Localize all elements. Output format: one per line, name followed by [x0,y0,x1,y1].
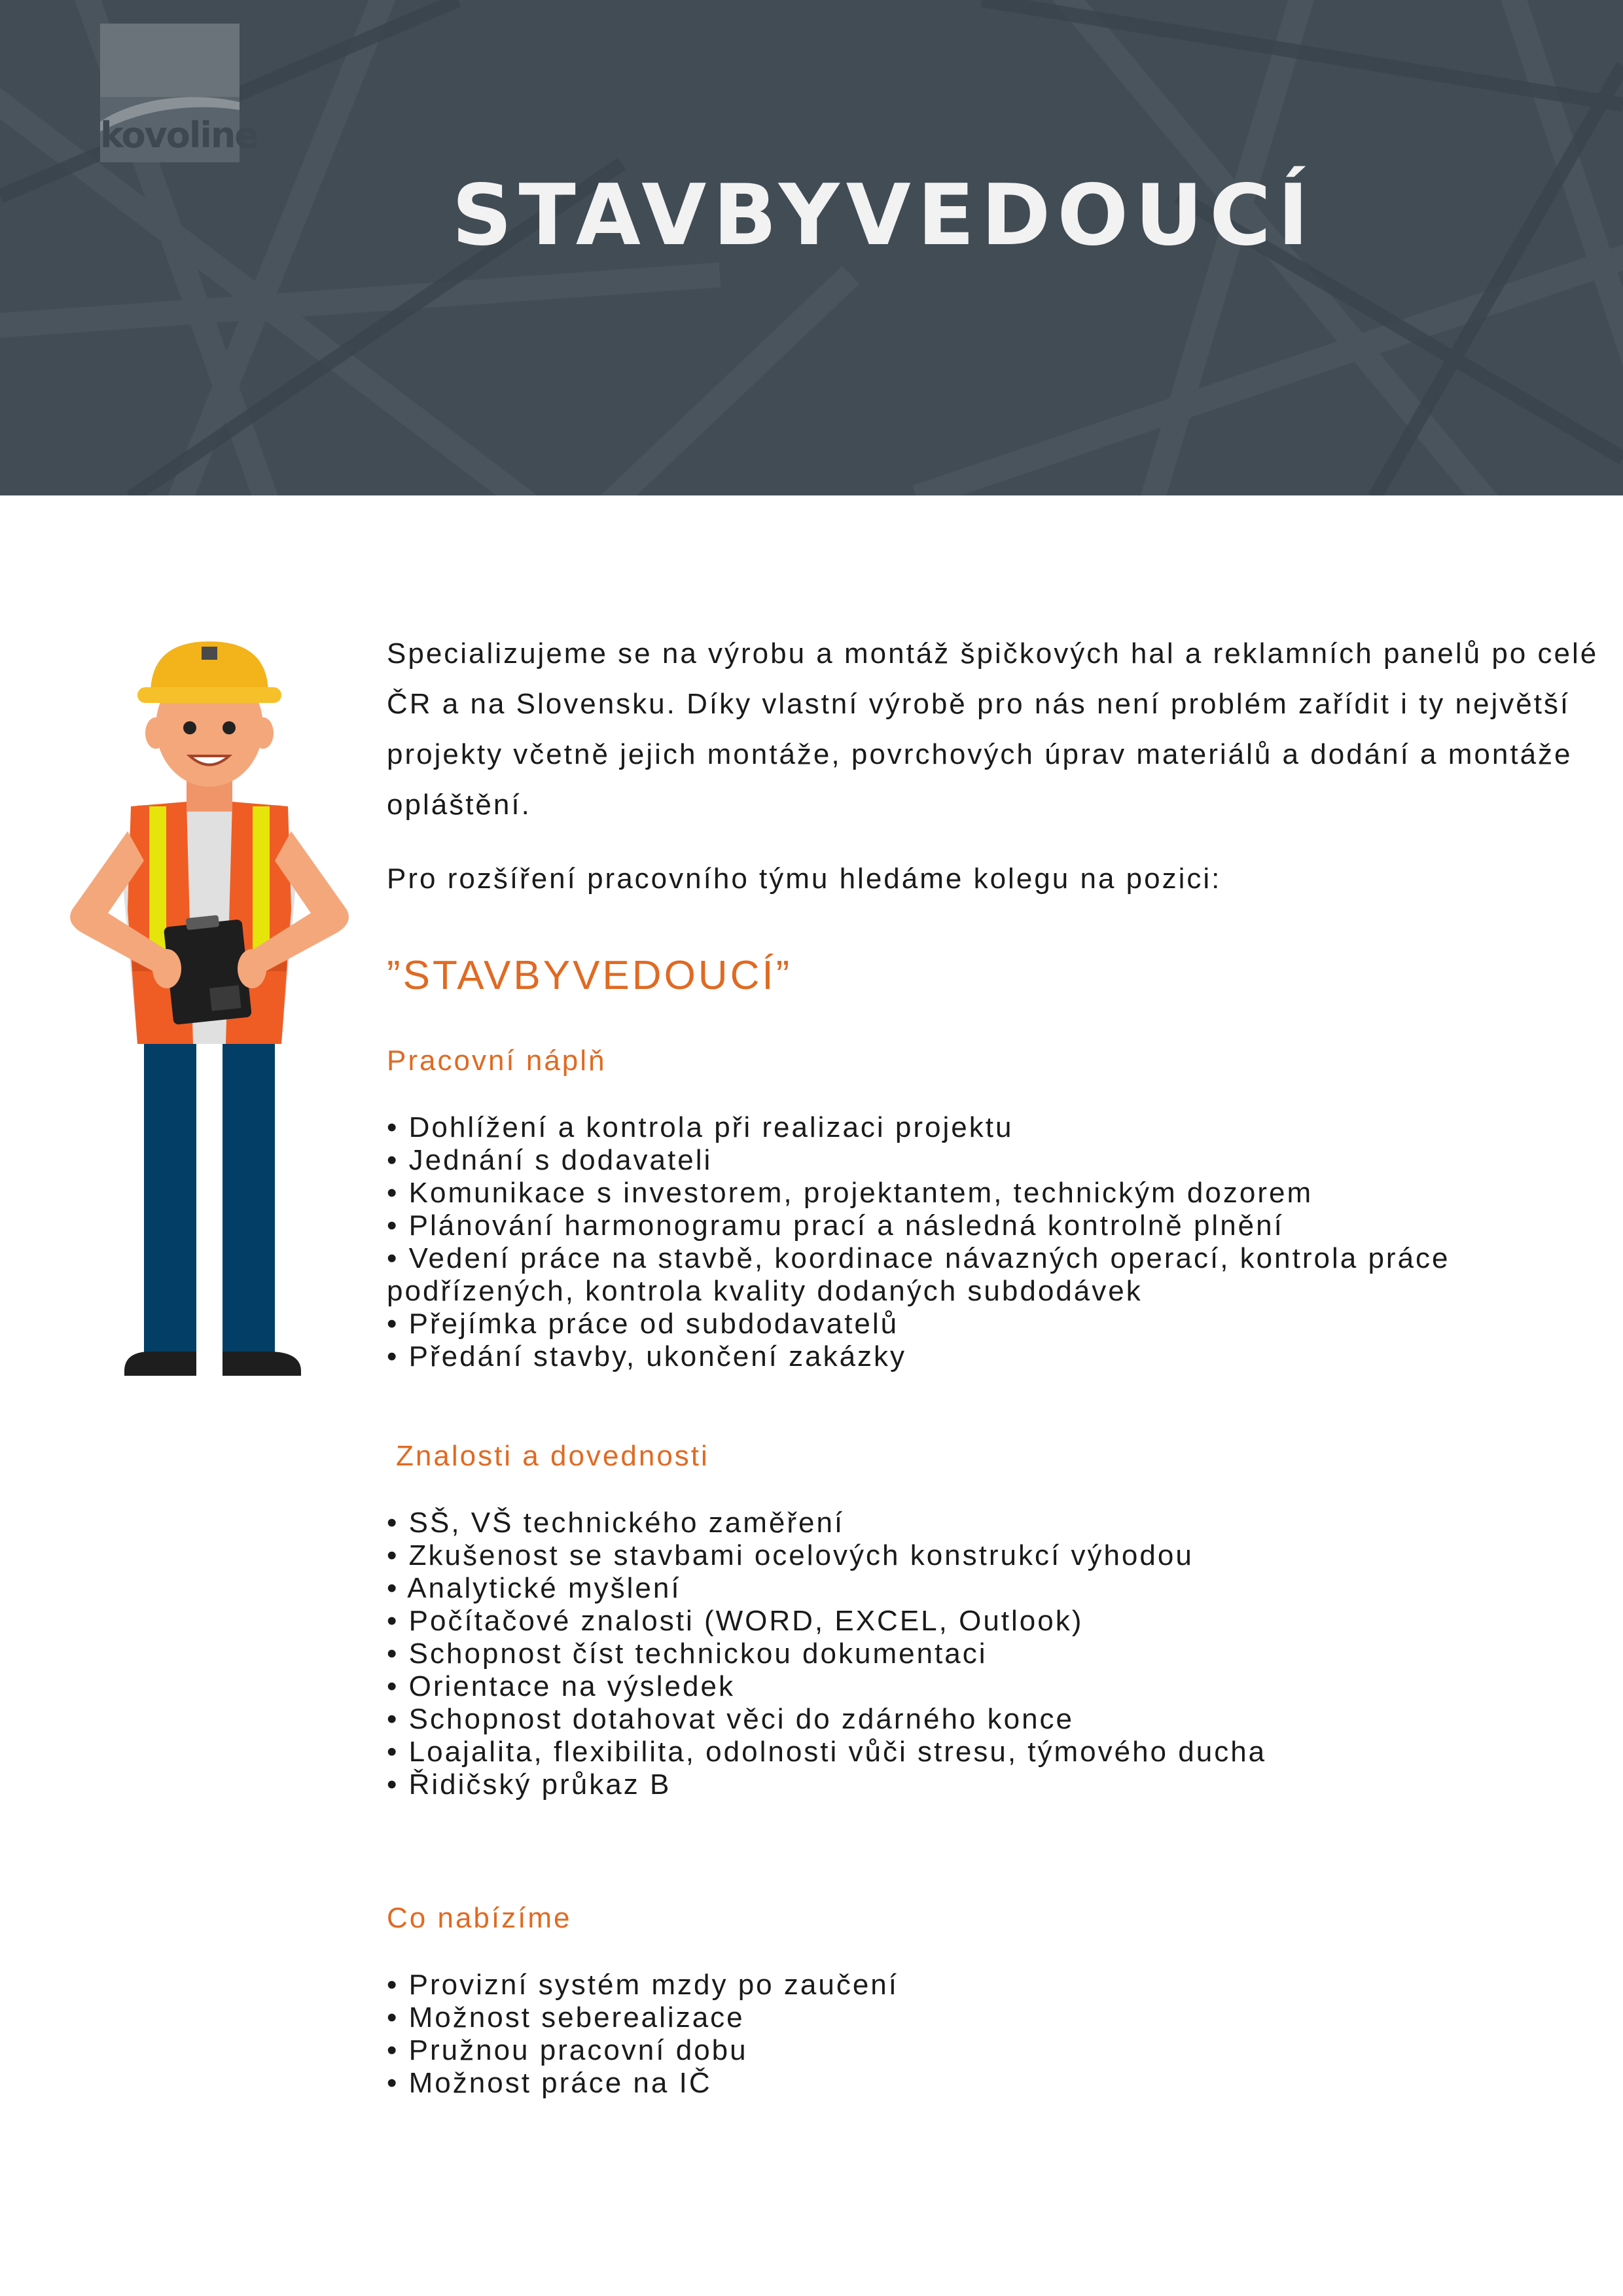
section-title-offer: Co nabízíme [387,1902,572,1934]
list-item: • Loajalita, flexibilita, odolnosti vůči stresu, týmového ducha [387,1736,1267,1768]
list-item: • Provizní systém mzdy po zaučení [387,1969,899,2001]
list-item: • Řidičský průkaz B [387,1768,671,1801]
content-column [387,628,1604,2100]
list-item: • Komunikace s investorem, projektantem, technickým dozorem [387,1177,1313,1209]
list-item: • Schopnost číst technickou dokumentaci [387,1638,988,1670]
kovoline-logo [100,24,257,162]
list-item: • Možnost práce na IČ [387,2067,712,2099]
construction-worker-illustration [46,635,373,1401]
list-item: • Předání stavby, ukončení zakázky [387,1340,907,1372]
logo-text: kovoline [100,115,257,156]
list-item: • SŠ, VŠ technického zaměření [387,1507,845,1539]
list-item: • Orientace na výsledek [387,1670,735,1702]
section-title-skills: Znalosti a dovednosti [396,1440,709,1472]
list-item: • Jednání s dodavateli [387,1144,713,1176]
duties-list [387,1111,1604,1373]
header-banner [0,0,1623,495]
list-item: • Počítačové znalosti (WORD, EXCEL, Outlook) [387,1605,1084,1637]
lead-text: Pro rozšíření pracovního týmu hledáme kolegu na pozici: [387,863,1222,895]
section-title-duties: Pracovní náplň [387,1045,607,1077]
list-item: • Možnost seberealizace [387,2001,745,2034]
list-item: • Pružnou pracovní dobu [387,2034,748,2066]
position-title: ”STAVBYVEDOUCÍ” [387,953,793,998]
intro-text: Specializujeme se na výrobu a montáž špičkových hal a reklamních panelů po celé ČR a na Slovensku. Díky vlastní výrobě pro nás není problém zařídit i ty největší projekty včetně jejich montáže, povrchových úprav materiálů a dodání a montáže opláštění. [387,637,1599,821]
skills-list [387,1507,1604,1801]
list-item: • Analytické myšlení [387,1572,681,1604]
list-item: • Zkušenost se stavbami ocelových konstrukcí výhodou [387,1539,1194,1571]
list-item: • Schopnost dotahovat věci do zdárného konce [387,1703,1075,1735]
list-item: • Přejímka práce od subdodavatelů [387,1308,899,1340]
list-item: • Vedení práce na stavbě, koordinace návazných operací, kontrola práce podřízených, kontrola kvality dodaných subdodávek [387,1242,1450,1307]
list-item: • Dohlížení a kontrola při realizaci projektu [387,1111,1014,1143]
offer-list [387,1969,1604,2100]
list-item: • Plánování harmonogramu prací a následná kontrolně plnění [387,1210,1284,1242]
page-title: STAVBYVEDOUCÍ [452,167,1315,264]
